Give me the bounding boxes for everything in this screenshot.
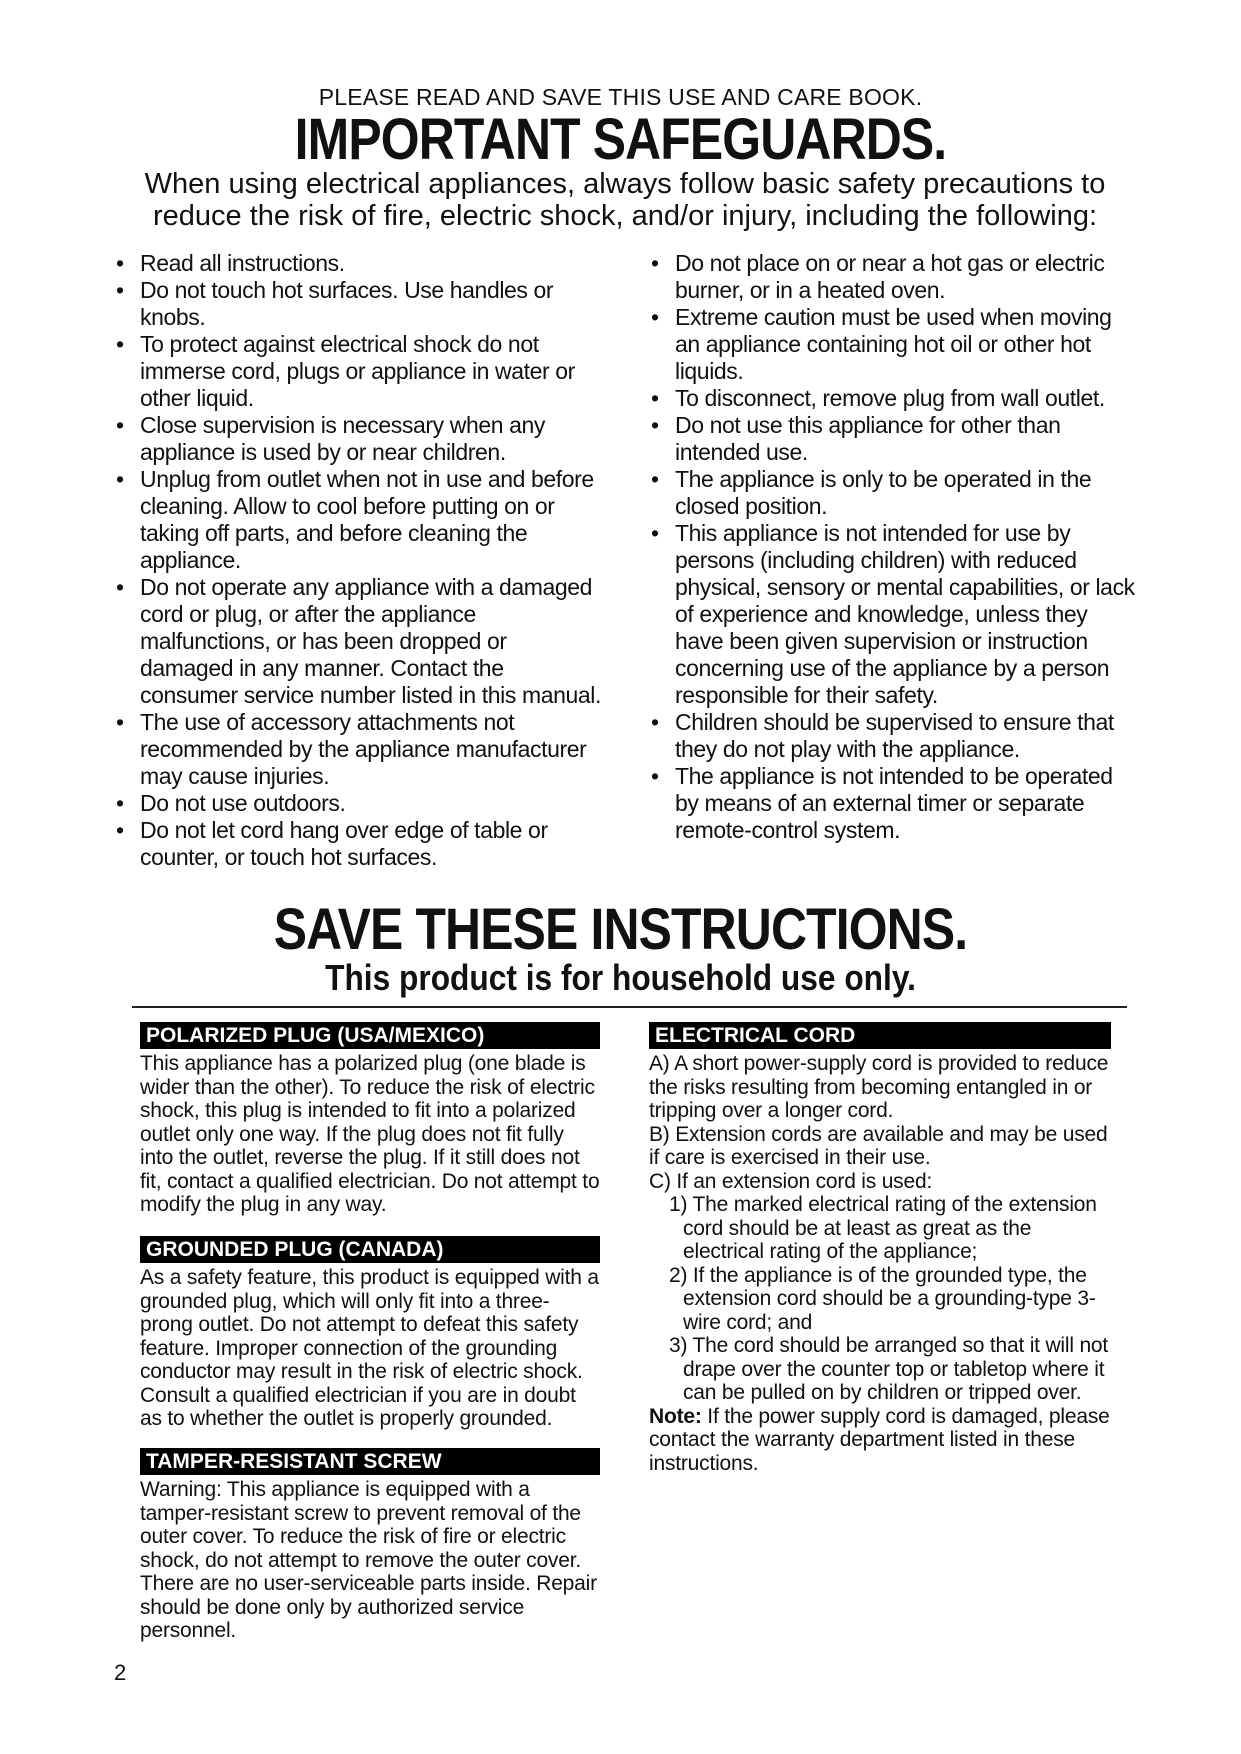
intro-paragraph: When using electrical appliances, always follow basic safety precautions to reduce the risk of fire, electric shock, and/or injury, including the following:: [144, 168, 1106, 232]
note-label: Note:: [649, 1404, 702, 1428]
cord-subitem-2: 2) If the appliance is of the grounded type, the extension cord should be a grounding-type 3-wire cord; and: [669, 1263, 1096, 1334]
list-item: • To disconnect, remove plug from wall outlet.: [647, 385, 1137, 412]
list-item: • To protect against electrical shock do not immerse cord, plugs or appliance in water or other liquid.: [112, 331, 602, 412]
section-heading: GROUNDED PLUG (CANADA): [140, 1236, 600, 1263]
tamper-resistant-screw-section: [140, 1448, 600, 1643]
list-item: • Do not use this appliance for other than intended use.: [647, 412, 1137, 466]
safeguards-list-right: [647, 250, 1137, 844]
list-item: • Do not touch hot surfaces. Use handles or knobs.: [112, 277, 602, 331]
cord-subitem-1: 1) The marked electrical rating of the extension cord should be at least as great as the electrical rating of the appliance;: [669, 1193, 1097, 1263]
read-save-note: PLEASE READ AND SAVE THIS USE AND CARE BOOK.: [318, 84, 923, 110]
safeguards-list-left: [112, 250, 602, 871]
list-item: • The appliance is only to be operated in the closed position.: [647, 466, 1137, 520]
section-heading: TAMPER-RESISTANT SCREW: [140, 1448, 600, 1475]
list-item: • Unplug from outlet when not in use and before cleaning. Allow to cool before putting on or taking off parts, and before cleaning the appliance.: [112, 466, 602, 574]
list-item: • Do not use outdoors.: [112, 790, 602, 817]
grounded-plug-section: [140, 1236, 600, 1431]
cord-item-c: C) If an extension cord is used:: [649, 1169, 933, 1193]
list-item: • Do not operate any appliance with a damaged cord or plug, or after the appliance malfunctions, or has been dropped or damaged in any manner. Contact the consumer service number listed in this manual.: [112, 574, 602, 709]
list-item: • This appliance is not intended for use by persons (including children) with reduced physical, sensory or mental capabilities, or lack of experience and knowledge, unless they have been given supervision or instruction concerning use of the appliance by a person responsible for their safety.: [647, 520, 1137, 709]
cord-item-a: A) A short power-supply cord is provided to reduce the risks resulting from becoming entangled in or tripping over a longer cord.: [649, 1052, 1109, 1122]
cord-item-b: B) Extension cords are available and may be used if care is exercised in their use.: [649, 1122, 1108, 1169]
electrical-cord-section: [649, 1022, 1111, 1475]
list-item: • The use of accessory attachments not recommended by the appliance manufacturer may cause injuries.: [112, 709, 602, 790]
note-text: If the power supply cord is damaged, please contact the warranty department listed in these instructions.: [649, 1404, 1110, 1475]
section-heading: ELECTRICAL CORD: [649, 1022, 1111, 1049]
save-instructions-heading: SAVE THESE INSTRUCTIONS.: [273, 897, 968, 962]
section-body: Warning: This appliance is equipped with a tamper-resistant screw to prevent removal of the outer cover. To reduce the risk of fire or electric shock, do not attempt to remove the outer cover. There are no user-serviceable parts inside. Repair should be done only by authorized service personnel.: [140, 1478, 597, 1642]
list-item: • Read all instructions.: [112, 250, 602, 277]
section-body: As a safety feature, this product is equipped with a grounded plug, which will only fit into a three-prong outlet. Do not attempt to defeat this safety feature. Improper connection of the grounding conductor may result in the risk of electric shock. Consult a qualified electrician if you are in doubt as to whether the outlet is properly grounded.: [140, 1266, 599, 1430]
polarized-plug-section: [140, 1022, 600, 1217]
household-use-subheading: This product is for household use only.: [325, 957, 916, 998]
list-item: • The appliance is not intended to be operated by means of an external timer or separate remote-control system.: [647, 763, 1137, 844]
section-heading: POLARIZED PLUG (USA/MEXICO): [140, 1022, 600, 1049]
section-body: [649, 1052, 1111, 1475]
divider: [132, 1006, 1127, 1008]
cord-subitem-3: 3) The cord should be arranged so that it will not drape over the counter top or tabletop where it can be pulled on by children or tripped over.: [669, 1334, 1109, 1404]
list-item: • Do not place on or near a hot gas or electric burner, or in a heated oven.: [647, 250, 1137, 304]
list-item: • Extreme caution must be used when moving an appliance containing hot oil or other hot liquids.: [647, 304, 1137, 385]
section-body: This appliance has a polarized plug (one blade is wider than the other). To reduce the risk of electric shock, this plug is intended to fit into a polarized outlet only one way. If the plug does not fit fully into the outlet, reverse the plug. If it still does not fit, contact a qualified electrician. Do not attempt to modify the plug in any way.: [140, 1052, 600, 1216]
list-item: • Close supervision is necessary when any appliance is used by or near children.: [112, 412, 602, 466]
list-item: • Children should be supervised to ensure that they do not play with the appliance.: [647, 709, 1137, 763]
list-item: • Do not let cord hang over edge of table or counter, or touch hot surfaces.: [112, 817, 602, 871]
page-number: 2: [114, 1660, 127, 1685]
cord-note: [649, 1405, 1111, 1476]
page-title: IMPORTANT SAFEGUARDS.: [294, 107, 947, 172]
